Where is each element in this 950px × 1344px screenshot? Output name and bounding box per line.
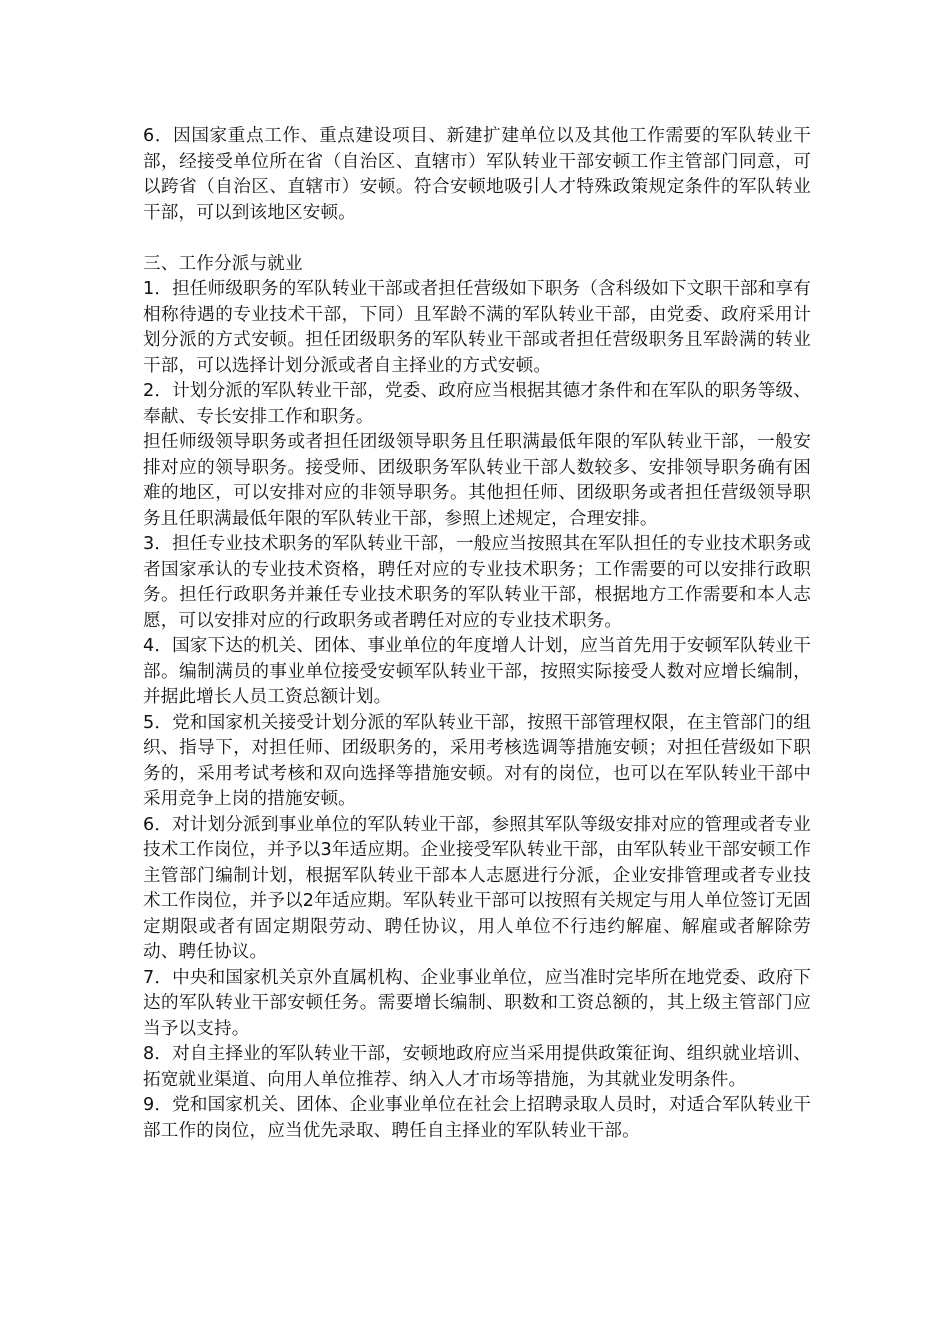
paragraph-item-6-relocation: 6．因国家重点工作、重点建设项目、新建扩建单位以及其他工作需要的军队转业干部，经接受单位所在省（自治区、直辖市）军队转业干部安顿工作主管部门同意，可以跨省（自治区、直辖市）安顿。符合安顿地吸引人才特殊政策规定条件的军队转业干部，可以到该地区安顿。 bbox=[143, 126, 811, 223]
paragraph-4: 4．国家下达的机关、团体、事业单位的年度增人计划，应当首先用于安顿军队转业干部。编制满员的事业单位接受安顿军队转业干部，按照实际接受人数对应增长编制，并据此增长人员工资总额计划。 bbox=[143, 636, 811, 707]
paragraph-1: 1．担任师级职务的军队转业干部或者担任营级如下职务（含科级如下文职干部和享有相称待遇的专业技术干部，下同）且军龄不满的军队转业干部，由党委、政府采用计划分派的方式安顿。担任团级职务的军队转业干部或者担任营级职务且军龄满的转业干部，可以选择计划分派或者自主择业的方式安顿。 bbox=[143, 279, 811, 376]
paragraph-2-continued: 担任师级领导职务或者担任团级领导职务且任职满最低年限的军队转业干部，一般安排对应的领导职务。接受师、团级职务军队转业干部人数较多、安排领导职务确有困难的地区，可以安排对应的非领导职务。其他担任师、团级职务或者担任营级领导职务且任职满最低年限的军队转业干部，参照上述规定，合理安排。 bbox=[143, 432, 811, 529]
paragraph-7: 7．中央和国家机关京外直属机构、企业事业单位，应当准时完毕所在地党委、政府下达的军队转业干部安顿任务。需要增长编制、职数和工资总额的，其上级主管部门应当予以支持。 bbox=[143, 967, 811, 1039]
paragraph-5: 5．党和国家机关接受计划分派的军队转业干部，按照干部管理权限，在主管部门的组织、指导下，对担任师、团级职务的，采用考核选调等措施安顿；对担任营级如下职务的，采用考试考核和双向选择等措施安顿。对有的岗位，也可以在军队转业干部中采用竞争上岗的措施安顿。 bbox=[143, 712, 811, 809]
document-body bbox=[143, 124, 811, 1144]
paragraph-2: 2．计划分派的军队转业干部，党委、政府应当根据其德才条件和在军队的职务等级、奉献、专长安排工作和职务。 bbox=[143, 381, 811, 427]
paragraph-8: 8．对自主择业的军队转业干部，安顿地政府应当采用提供政策征询、组织就业培训、拓宽就业渠道、向用人单位推荐、纳入人才市场等措施，为其就业发明条件。 bbox=[143, 1044, 811, 1090]
section-spacer bbox=[143, 226, 811, 252]
section-title: 三、工作分派与就业 bbox=[143, 253, 303, 274]
paragraph-6: 6．对计划分派到事业单位的军队转业干部，参照其军队等级安排对应的管理或者专业技术工作岗位，并予以3年适应期。企业接受军队转业干部，由军队转业干部安顿工作主管部门编制计划，根据军队转业干部本人志愿进行分派，企业安排管理或者专业技术工作岗位，并予以2年适应期。军队转业干部可以按照有关规定与用人单位签订无固定期限或者有固定期限劳动、聘任协议，用人单位不行违约解雇、解雇或者解除劳动、聘任协议。 bbox=[143, 814, 811, 962]
paragraph-9: 9．党和国家机关、团体、企业事业单位在社会上招聘录取人员时，对适合军队转业干部工作的岗位，应当优先录取、聘任自主择业的军队转业干部。 bbox=[143, 1095, 811, 1141]
paragraph-3: 3．担任专业技术职务的军队转业干部，一般应当按照其在军队担任的专业技术职务或者国家承认的专业技术资格，聘任对应的专业技术职务；工作需要的可以安排行政职务。担任行政职务并兼任专业技术职务的军队转业干部，根据地方工作需要和本人志愿，可以安排对应的行政职务或者聘任对应的专业技术职务。 bbox=[143, 534, 811, 631]
